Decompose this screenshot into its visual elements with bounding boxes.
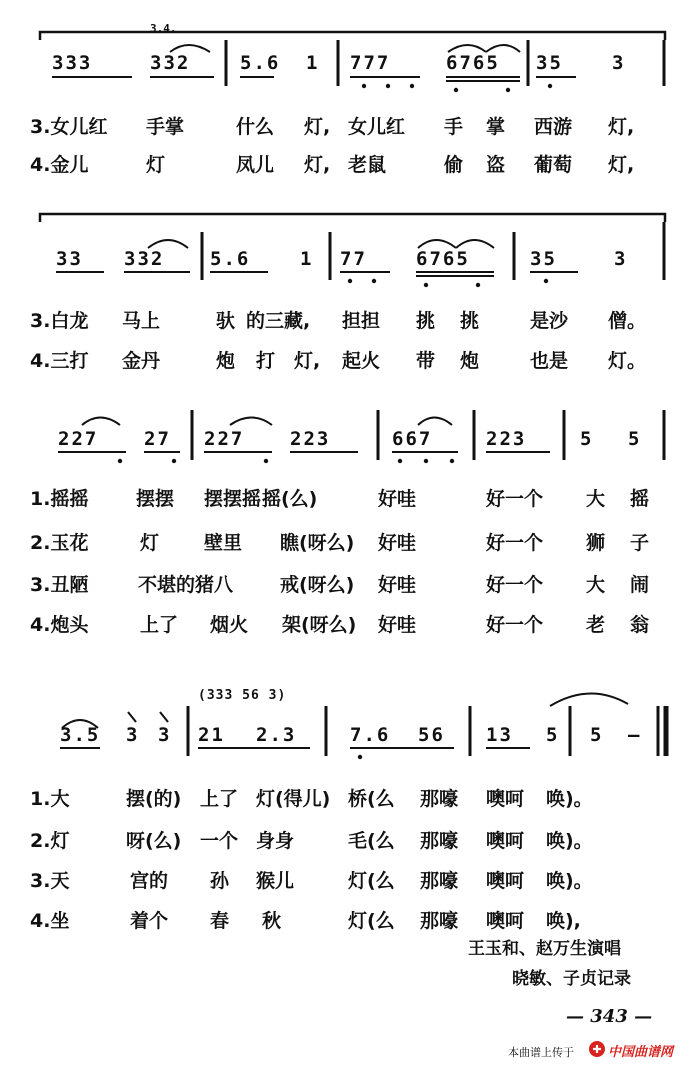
slur [418, 240, 456, 248]
lyric: 3.女儿红 [30, 116, 108, 138]
lyric: 噢呵 [486, 870, 525, 892]
lyric: 带 [416, 350, 436, 372]
lyric: 身身 [256, 830, 295, 852]
ornament [160, 712, 168, 722]
lyric: 闹 [630, 574, 650, 596]
lyric: 3.白龙 [30, 310, 89, 332]
lyric: 架(呀么) [282, 614, 357, 636]
lyric: 那嚎 [420, 830, 459, 852]
note-group: 6765 [446, 52, 500, 74]
lyric: 灯, [304, 116, 331, 138]
lyric: 1.摇摇 [30, 488, 89, 510]
lyric: 春 [210, 910, 230, 932]
footer-uploaded-text: 本曲谱上传于 [508, 1047, 574, 1059]
note-group: 332 [150, 52, 191, 74]
slur [456, 240, 494, 248]
lyric: 西游 [534, 116, 573, 138]
lyric: 灯(么 [348, 910, 395, 932]
lyric: 手 [444, 116, 464, 138]
note-group: 13 [486, 724, 513, 746]
lyric: 桥(么 [348, 788, 395, 810]
lyric: 灯。 [608, 350, 647, 372]
note-group: — [628, 724, 642, 746]
note-group: 1 [300, 248, 314, 270]
lyric: 上了 [200, 788, 239, 810]
lyric: 狮 [586, 532, 606, 554]
slur [448, 45, 486, 52]
octave-dots [118, 84, 552, 759]
lyric: 好哇 [378, 574, 417, 596]
lyric: 秋 [262, 910, 282, 932]
note-group: 77 [340, 248, 367, 270]
slur [82, 418, 120, 426]
note-group: 5 [546, 724, 560, 746]
lyric: 宫的 [130, 870, 169, 892]
note-group: 21 [198, 724, 225, 746]
note-group: 3.5 [60, 724, 101, 746]
lyric: 灯, [608, 154, 635, 176]
lyric: 呀(么) [126, 830, 182, 852]
note-group: 27 [144, 428, 171, 450]
lyric: 灯(么 [348, 870, 395, 892]
lyric: 3.丑陋 [30, 574, 89, 596]
alternate-notes: (333 56 3) [198, 688, 287, 703]
lyric: 的三藏, [246, 310, 311, 332]
lyric: 摆摆摇 [204, 488, 262, 510]
note-group: 333 [52, 52, 93, 74]
lyric: 也是 [530, 350, 569, 372]
page-number: — 343 — [566, 1006, 653, 1027]
lyric: 毛(么 [348, 830, 395, 852]
lyric: 好一个 [486, 532, 544, 554]
note-group: 223 [486, 428, 527, 450]
note-group: 777 [350, 52, 391, 74]
lyric: 着个 [130, 910, 169, 932]
lyric: 4.坐 [30, 910, 70, 932]
lyric: 噢呵 [486, 830, 525, 852]
note-group: 3 [158, 724, 172, 746]
lyric: 老 [586, 614, 606, 636]
lyric: 好一个 [486, 488, 544, 510]
note-group: 667 [392, 428, 433, 450]
note-group: 3 [614, 248, 628, 270]
lyric: 3.天 [30, 870, 70, 892]
barlines [188, 40, 664, 756]
lyric: 唤)。 [546, 870, 593, 892]
lyric: 那嚎 [420, 910, 459, 932]
slur [486, 45, 520, 52]
lyric: 1.大 [30, 788, 70, 810]
lyric: 大 [586, 574, 606, 596]
note-group: 223 [290, 428, 331, 450]
lyric: 上了 [140, 614, 179, 636]
lyric: 唤)。 [546, 830, 593, 852]
lyric: 起火 [342, 350, 381, 372]
lyric: 那嚎 [420, 870, 459, 892]
note-group: 332 [124, 248, 165, 270]
recorders-credit: 晓敏、子贞记录 [512, 969, 631, 989]
slur [148, 240, 188, 248]
lyric: 灯 [146, 154, 166, 176]
note-group: 5 [580, 428, 594, 450]
lyric: 瞧(呀么) [280, 532, 355, 554]
lyric: 翁 [630, 614, 650, 636]
lyric: 打 [256, 350, 276, 372]
lyric: 凤儿 [236, 154, 275, 176]
note-group: 6765 [416, 248, 470, 270]
ornament [128, 712, 136, 722]
lyric: 大 [586, 488, 606, 510]
lyric: 壁里 [204, 532, 243, 554]
note-group: 35 [530, 248, 557, 270]
lyric: 驮 [216, 310, 236, 332]
lyric: 是沙 [530, 310, 569, 332]
tie [550, 693, 628, 706]
note-group: 1 [306, 52, 320, 74]
note-group: 227 [204, 428, 245, 450]
lyric: 手掌 [146, 116, 185, 138]
note-group: 33 [56, 248, 83, 270]
lyric: 灯, [294, 350, 321, 372]
note-group: 227 [58, 428, 99, 450]
note-group: 3 [612, 52, 626, 74]
slur [418, 418, 452, 426]
note-group: 56 [418, 724, 445, 746]
lyric: 炮 [216, 350, 236, 372]
lyric: 唤), [546, 910, 581, 932]
lyric: 灯, [304, 154, 331, 176]
lyric: 摆(的) [126, 788, 182, 810]
lyric: 马上 [122, 310, 161, 332]
lyric: 好一个 [486, 574, 544, 596]
lyric: 不堪的猪八 [138, 574, 234, 596]
note-group: 7.6 [350, 724, 391, 746]
lyric: 子 [630, 532, 650, 554]
note-group: 5 [590, 724, 604, 746]
beams-1 [52, 77, 576, 81]
lyric: 摇 [630, 488, 650, 510]
lyric: 灯(得儿) [256, 788, 331, 810]
lyric: 担担 [342, 310, 381, 332]
note-group: 5.6 [240, 52, 281, 74]
lyric: 葡萄 [534, 154, 573, 176]
lyric: 挑 [416, 310, 436, 332]
singers-credit: 王玉和、赵万生演唱 [468, 939, 621, 959]
lyric: 金丹 [122, 350, 161, 372]
lyric: 灯 [140, 532, 160, 554]
note-group: 2.3 [256, 724, 297, 746]
slur [230, 418, 272, 426]
lyric: 掌 [486, 116, 506, 138]
lyric: 4.金儿 [30, 154, 89, 176]
lyric: 摆摆 [136, 488, 175, 510]
lyric: 什么 [236, 116, 275, 138]
volta-bracket-1 [40, 32, 665, 40]
lyric: 猴儿 [256, 870, 295, 892]
beams-2 [56, 272, 578, 276]
lyric: 烟火 [210, 614, 249, 636]
lyric: 噢呵 [486, 788, 525, 810]
lyric: 炮 [460, 350, 480, 372]
note-group: 5 [628, 428, 642, 450]
lyric: 4.三打 [30, 350, 89, 372]
lyric: 那嚎 [420, 788, 459, 810]
site-logo-icon [588, 1040, 606, 1058]
lyric: 摇(么) [262, 488, 318, 510]
lyric: 老鼠 [348, 154, 387, 176]
note-group: 5.6 [210, 248, 251, 270]
footer-site-name[interactable]: 中国曲谱网 [608, 1044, 674, 1059]
lyric: 戒(呀么) [280, 574, 355, 596]
lyric: 一个 [200, 830, 239, 852]
lyric: 2.玉花 [30, 532, 89, 554]
note-group: 3 [126, 724, 140, 746]
lyric: 挑 [460, 310, 480, 332]
lyric: 好哇 [378, 532, 417, 554]
lyric: 唤)。 [546, 788, 593, 810]
note-group: 35 [536, 52, 563, 74]
repeat-mark: 3.4. [150, 22, 177, 35]
lyric: 4.炮头 [30, 614, 89, 636]
lyric: 盗 [486, 154, 506, 176]
lyric: 僧。 [608, 310, 647, 332]
volta-bracket-2 [40, 214, 665, 222]
lyric: 好一个 [486, 614, 544, 636]
lyric: 女儿红 [348, 116, 406, 138]
lyric: 2.灯 [30, 830, 70, 852]
lyric: 噢呵 [486, 910, 525, 932]
lyric: 好哇 [378, 614, 417, 636]
lyric: 孙 [210, 870, 230, 892]
lyric: 灯, [608, 116, 635, 138]
slur [170, 45, 210, 52]
lyric: 好哇 [378, 488, 417, 510]
lyric: 偷 [444, 154, 464, 176]
